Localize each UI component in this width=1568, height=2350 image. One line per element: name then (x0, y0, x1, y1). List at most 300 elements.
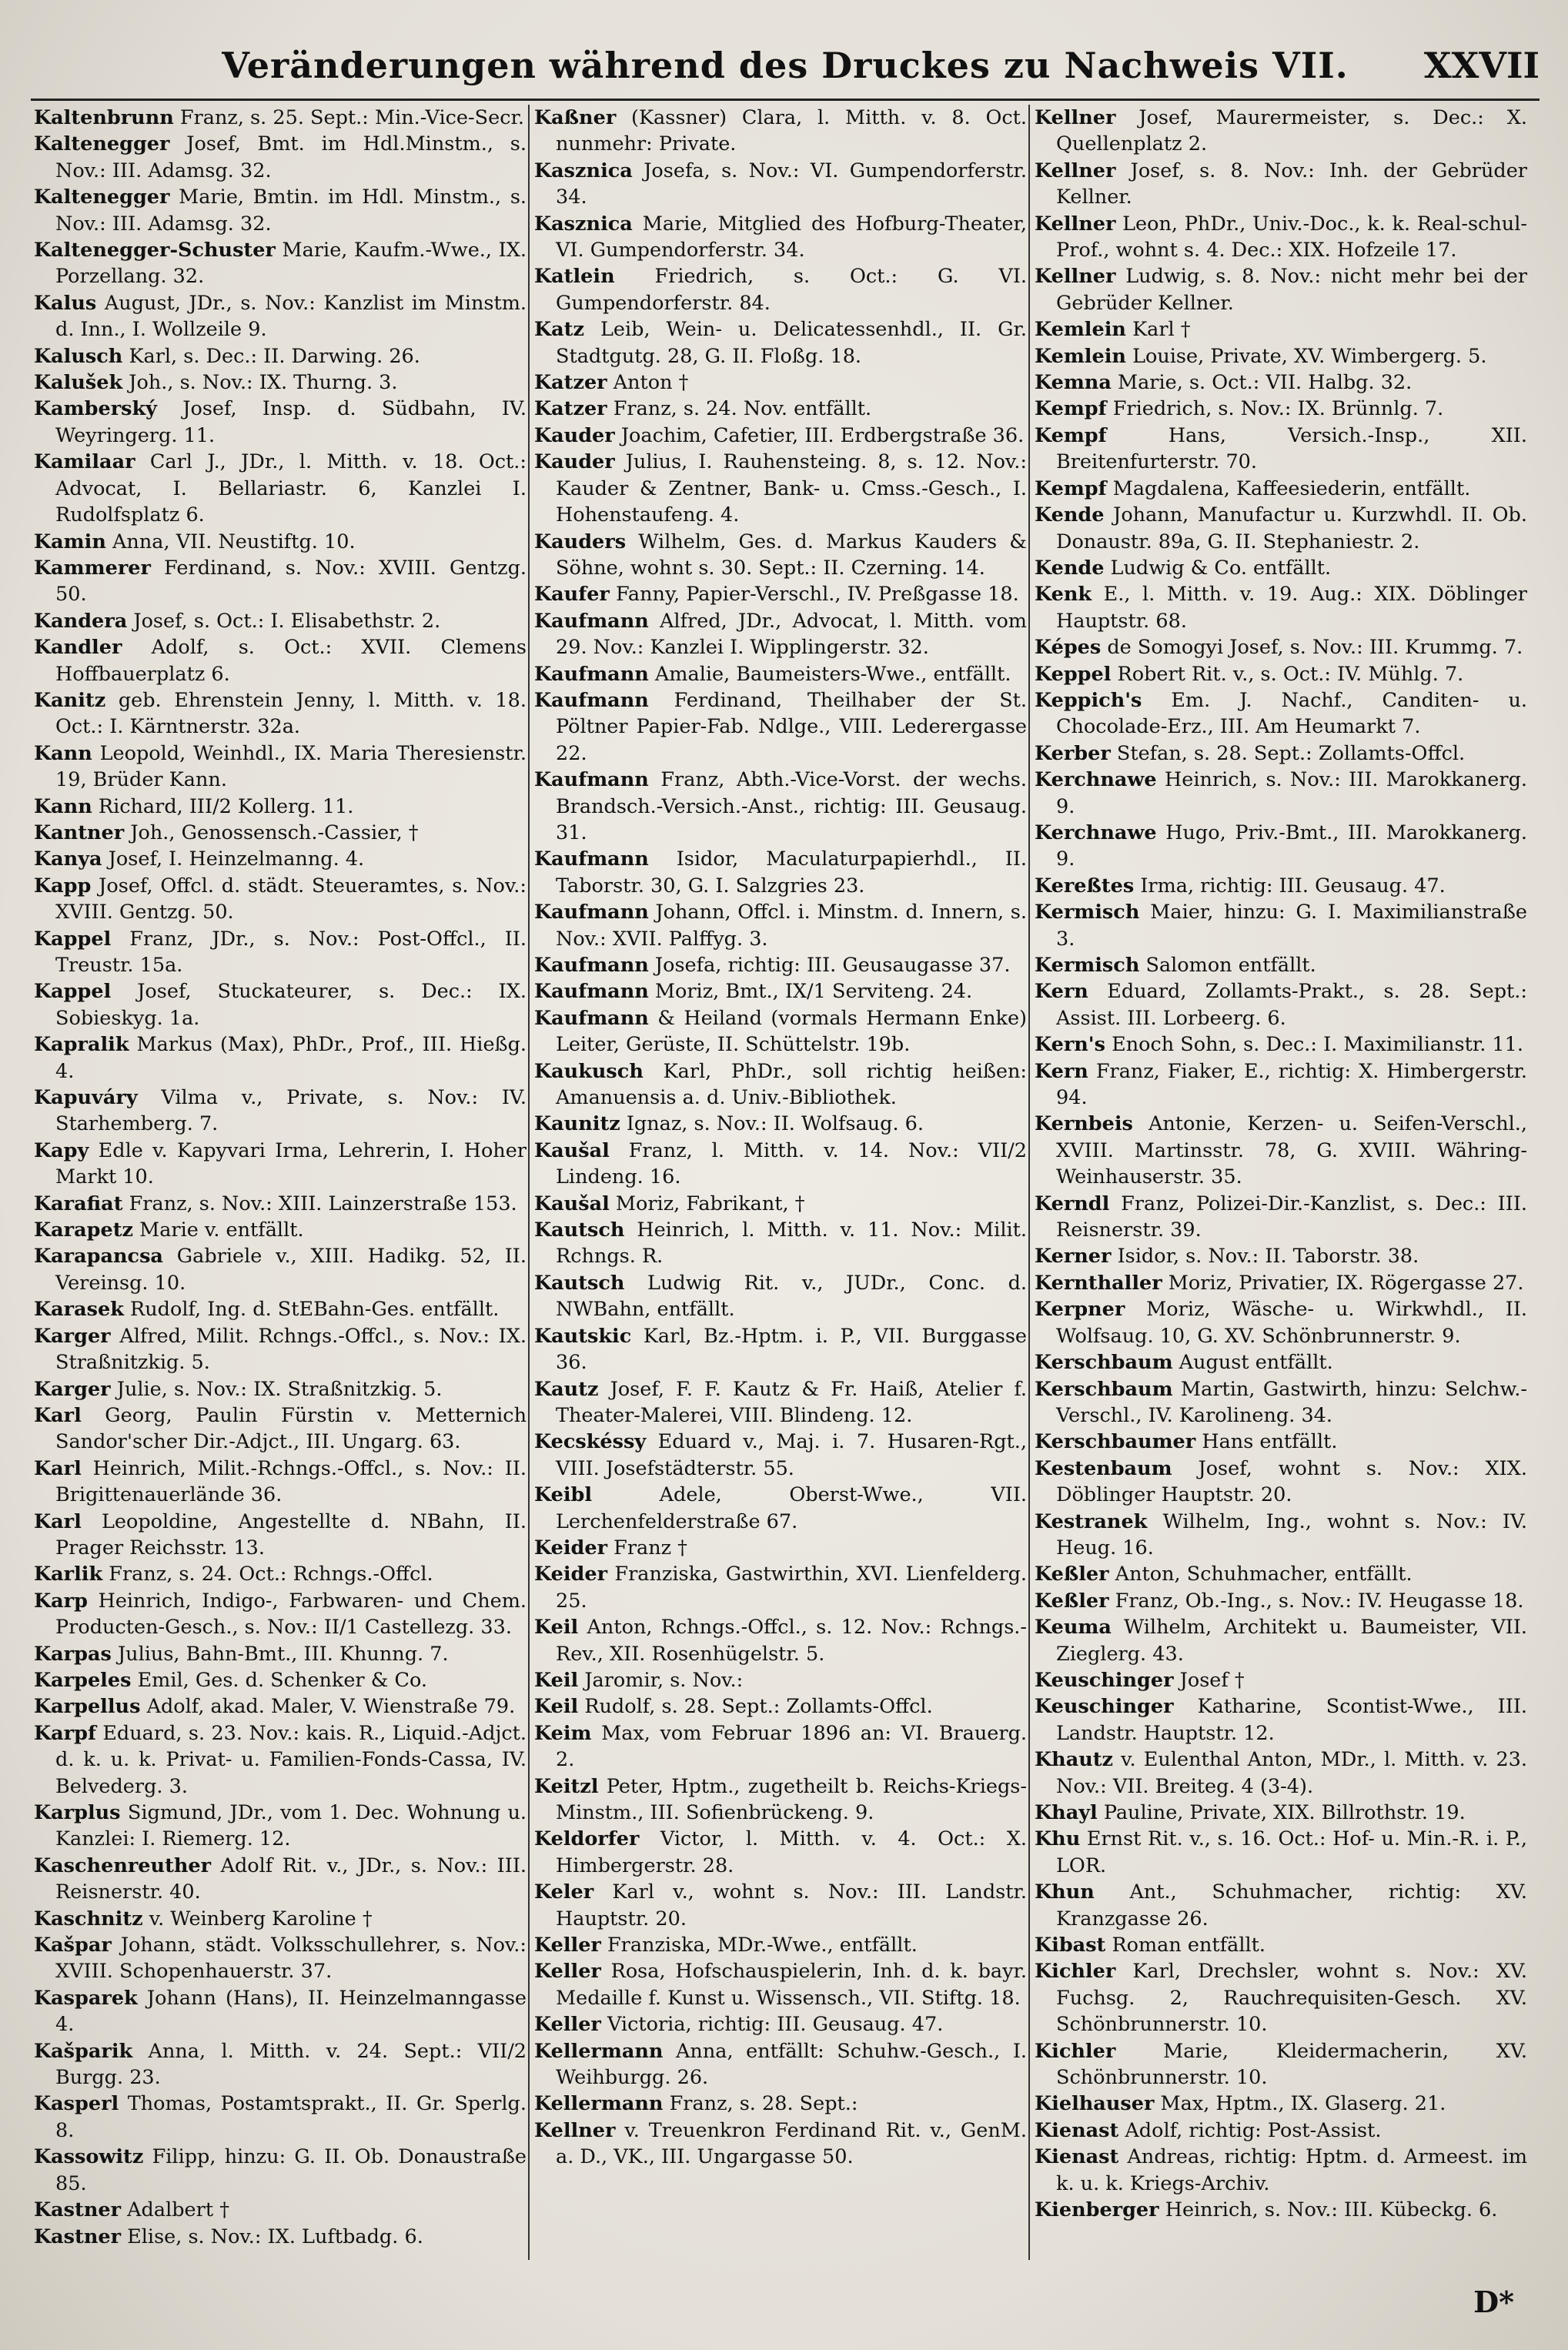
directory-entry (1035, 2118, 1527, 2144)
entry-name: Katz (534, 318, 584, 342)
entry-text: Max, Hptm., IX. Glaserg. 21. (1160, 2092, 1446, 2116)
entry-text: Salomon entfällt. (1145, 954, 1316, 977)
column-3 (1035, 105, 1527, 2260)
directory-entry (534, 1482, 1027, 1535)
entry-name: Kempf (1035, 397, 1107, 421)
entry-name: Kaschnitz (34, 1907, 143, 1930)
entry-text: Josef, F. F. Kautz & Fr. Haiß, Atelier f. Theater-Malerei, VIII. Blindeng. 12. (556, 1377, 1027, 1427)
entry-text: Franz, Fiaker, E., richtig: X. Himbergerstr. 94. (1056, 1059, 1527, 1110)
entry-name: Karpeles (34, 1668, 132, 1692)
entry-name: Keßler (1035, 1589, 1109, 1613)
directory-entry (34, 926, 527, 979)
directory-entry (1035, 1349, 1527, 1376)
directory-entry (534, 263, 1027, 316)
entry-name: Kerndl (1035, 1192, 1110, 1215)
directory-entry (1035, 687, 1527, 740)
entry-text: Richard, III/2 Kollerg. 11. (98, 794, 354, 818)
directory-entry (1035, 476, 1527, 502)
entry-name: Kellner (1035, 159, 1116, 182)
entry-name: Kaufmann (534, 662, 649, 686)
entry-name: Karl (34, 1456, 82, 1480)
entry-name: Kaunitz (534, 1112, 620, 1136)
directory-entry (1035, 1614, 1527, 1667)
entry-name: Kestranek (1035, 1509, 1148, 1533)
directory-entry (1035, 555, 1527, 581)
entry-name: Keil (534, 1616, 579, 1640)
entry-text: Louise, Private, XV. Wimbergerg. 5. (1132, 344, 1487, 368)
entry-text: Markus (Max), PhDr., Prof., III. Hießg. 4. (55, 1033, 527, 1083)
entry-text: Adele, Oberst-Wwe., VII. Lerchenfelderstraße 67. (556, 1483, 1027, 1533)
directory-entry (534, 581, 1027, 607)
entry-name: Kellermann (534, 2039, 664, 2063)
entry-name: Keller (534, 1960, 601, 1984)
entry-text: Jaromir, s. Nov.: (584, 1668, 744, 1692)
entry-name: Kaltenegger (34, 186, 170, 209)
directory-entry (534, 1323, 1027, 1376)
entry-text: Joh., s. Nov.: IX. Thurng. 3. (129, 371, 398, 395)
entry-text: Enoch Sohn, s. Dec.: I. Maximilianstr. 11. (1112, 1033, 1523, 1057)
entry-text: Pauline, Private, XIX. Billrothstr. 19. (1103, 1801, 1466, 1824)
entry-text: Franz, s. 24. Oct.: Rchngs.-Offcl. (109, 1563, 433, 1586)
directory-entry (34, 1932, 527, 1985)
entry-name: Kempf (1035, 476, 1107, 500)
entry-text: v. Weinberg Karoline † (149, 1907, 373, 1930)
directory-entry (1035, 1509, 1527, 1562)
entry-name: Kasznica (534, 159, 633, 182)
entry-name: Katzer (534, 371, 607, 395)
entry-name: Kienast (1035, 2118, 1119, 2142)
directory-entry (534, 2011, 1027, 2037)
entry-name: Kassowitz (34, 2145, 144, 2169)
directory-entry (1035, 263, 1527, 316)
entry-text: Josefa, richtig: III. Geusaugasse 37. (654, 954, 1011, 977)
entry-name: Kellner (1035, 106, 1116, 129)
entry-text: Rudolf, Ing. d. StEBahn-Ges. entfällt. (130, 1298, 500, 1322)
directory-entry (34, 978, 527, 1031)
directory-entry (534, 158, 1027, 211)
entry-text: Heinrich, s. Nov.: III. Kübeckg. 6. (1165, 2198, 1498, 2222)
entry-name: Kemna (1035, 371, 1112, 395)
entry-name: Kandera (34, 609, 128, 633)
entry-text: Leopoldine, Angestellte d. NBahn, II. Prager Reichsstr. 13. (55, 1509, 527, 1559)
entry-text: Hugo, Priv.-Bmt., III. Marokkanerg. 9. (1056, 821, 1527, 871)
entry-text: Wilhelm, Ges. d. Markus Kauders & Söhne, wohnt s. 30. Sept.: II. Czerning. 14. (556, 530, 1027, 580)
entry-text: Adolf Rit. v., JDr., s. Nov.: III. Reisnerstr. 40. (55, 1854, 527, 1904)
entry-text: de Somogyi Josef, s. Nov.: III. Krummg. 7. (1107, 636, 1523, 660)
directory-entry (1035, 2144, 1527, 2197)
entry-text: Vilma v., Private, s. Nov.: IV. Starhemberg. 7. (55, 1086, 527, 1136)
directory-entry (534, 1376, 1027, 1429)
entry-text: Thomas, Postamtsprakt., II. Gr. Sperlg. 8. (55, 2092, 527, 2142)
entry-name: Kern (1035, 1059, 1088, 1083)
entry-name: Kauders (534, 530, 627, 553)
directory-entry (1035, 767, 1527, 820)
entry-text: Josef, s. Oct.: I. Elisabethstr. 2. (133, 609, 441, 633)
directory-entry (1035, 158, 1527, 211)
entry-name: Kaschenreuther (34, 1854, 212, 1877)
entry-text: Victor, l. Mitth. v. 4. Oct.: X. Himbergerstr. 28. (556, 1827, 1027, 1877)
directory-entry (1035, 1270, 1527, 1296)
entry-text: Anna, l. Mitth. v. 24. Sept.: VII/2 Burgg. 23. (55, 2039, 527, 2090)
entry-name: Kalus (34, 291, 97, 315)
directory-entry (34, 1243, 527, 1296)
entry-text: Marie, Mitglied des Hofburg-Theater, VI. Gumpendorferstr. 34. (556, 212, 1027, 262)
entry-text: Alfred, JDr., Advocat, l. Mitth. vom 29. Nov.: Kanzlei I. Wipplingerstr. 32. (556, 609, 1027, 660)
directory-entry (1035, 1243, 1527, 1269)
entry-text: Johann, Manufactur u. Kurzwhdl. II. Ob. Donaustr. 89a, G. II. Stephaniestr. 2. (1056, 503, 1527, 553)
entry-name: Kerchnawe (1035, 821, 1157, 844)
entry-name: Kaltenbrunn (34, 106, 174, 129)
directory-entry (1035, 1561, 1527, 1587)
entry-name: Kappel (34, 927, 112, 951)
entry-name: Khun (1035, 1880, 1095, 1904)
entry-text: Moriz, Fabrikant, † (615, 1192, 805, 1215)
entry-name: Kapy (34, 1138, 89, 1162)
entry-name: Kaušal (534, 1192, 610, 1215)
entry-text: Johann (Hans), II. Heinzelmanngasse 4. (55, 1986, 527, 2037)
entry-text: Eduard, Zollamts-Prakt., s. 28. Sept.: Assist. III. Lorbeerg. 6. (1056, 980, 1527, 1030)
column-divider (1028, 105, 1030, 2260)
entry-text: Josef, Bmt. im Hdl.Minstm., s. Nov.: III. Adamsg. 32. (55, 132, 527, 182)
directory-entry (34, 873, 527, 926)
entry-text: Peter, Hptm., zugetheilt b. Reichs-Kriegs-Minstm., III. Sofienbrückeng. 9. (556, 1774, 1027, 1824)
entry-name: Kernbeis (1035, 1112, 1133, 1136)
entry-name: Kerner (1035, 1245, 1112, 1269)
entry-name: Kasperl (34, 2092, 119, 2116)
directory-entry (534, 1561, 1027, 1614)
entry-name: Kellner (1035, 265, 1116, 289)
directory-entry (34, 1561, 527, 1587)
directory-entry (34, 2224, 527, 2250)
directory-entry (534, 1667, 1027, 1693)
entry-name: Kaltenegger-Schuster (34, 239, 276, 262)
entry-name: Kapp (34, 874, 92, 898)
entry-name: Kaufmann (534, 1006, 649, 1030)
directory-entry (1035, 661, 1527, 687)
directory-entry (534, 396, 1027, 422)
entry-text: Isidor, s. Nov.: II. Taborstr. 38. (1117, 1245, 1419, 1269)
entry-text: Ernst Rit. v., s. 16. Oct.: Hof- u. Min.-R. i. P., LOR. (1056, 1827, 1527, 1877)
entry-name: Keider (534, 1536, 608, 1559)
entry-text: August, JDr., s. Nov.: Kanzlist im Minstm. d. Inn., I. Wollzeile 9. (55, 291, 527, 342)
directory-entry (1035, 211, 1527, 264)
entry-text: Josef, Insp. d. Südbahn, IV. Weyringerg. 11. (55, 397, 527, 447)
directory-entry (34, 846, 527, 872)
entry-text: Franz, s. 24. Nov. entfällt. (613, 397, 872, 421)
entry-text: Adolf, s. Oct.: XVII. Clemens Hoffbauerplatz 6. (55, 636, 527, 686)
entry-name: Kantner (34, 821, 125, 844)
directory-entry (34, 237, 527, 290)
entry-name: Kašpar (34, 1934, 112, 1957)
directory-entry (34, 2038, 527, 2091)
entry-name: Kermisch (1035, 901, 1140, 924)
entry-name: Kaukusch (534, 1059, 644, 1083)
directory-entry (34, 555, 527, 608)
entry-name: Kaušal (534, 1138, 610, 1162)
directory-entry (534, 316, 1027, 369)
entry-name: Karapetz (34, 1218, 133, 1242)
entry-name: Karlik (34, 1563, 103, 1586)
entry-text: Stefan, s. 28. Sept.: Zollamts-Offcl. (1116, 741, 1466, 765)
entry-text: Julie, s. Nov.: IX. Straßnitzkig. 5. (116, 1377, 443, 1401)
entry-name: Kauder (534, 450, 615, 474)
directory-entry (1035, 1191, 1527, 1244)
directory-entry (34, 687, 527, 740)
entry-text: Josef, I. Heinzelmanng. 4. (108, 847, 365, 871)
entry-name: Karpas (34, 1642, 112, 1666)
entry-text: Moriz, Bmt., IX/1 Serviteng. 24. (654, 980, 973, 1004)
entry-text: Magdalena, Kaffeesiederin, entfällt. (1112, 476, 1471, 500)
entry-text: Eduard, s. 23. Nov.: kais. R., Liquid.-Adjct. d. k. u. k. Privat- u. Familien-Fonds-Cassa, IV. Belvederg. 3. (55, 1721, 527, 1798)
directory-entry (534, 899, 1027, 952)
entry-name: Kern (1035, 980, 1088, 1004)
directory-entry (34, 1402, 527, 1456)
directory-entry (1035, 502, 1527, 555)
directory-entry (1035, 1667, 1527, 1693)
entry-text: Franz, s. 25. Sept.: Min.-Vice-Secr. (179, 106, 524, 129)
entry-name: Kerschbaum (1035, 1377, 1173, 1401)
directory-entry (534, 661, 1027, 687)
entry-text: Ludwig & Co. entfällt. (1110, 556, 1332, 580)
entry-name: Kastner (34, 2198, 122, 2222)
entry-text: Marie, Kleidermacherin, XV. Schönbrunnerstr. 10. (1056, 2039, 1527, 2090)
entry-name: Karafiat (34, 1192, 123, 1215)
directory-entry (1035, 952, 1527, 978)
entry-name: Keßler (1035, 1563, 1109, 1586)
entry-text: Franz, s. 28. Sept.: (669, 2092, 858, 2116)
entry-name: Karger (34, 1324, 111, 1348)
entry-text: Edle v. Kapyvari Irma, Lehrerin, I. Hoher Markt 10. (55, 1138, 527, 1189)
directory-entry (34, 820, 527, 846)
directory-entry (34, 184, 527, 237)
directory-entry (34, 2091, 527, 2144)
entry-text: Amalie, Baumeisters-Wwe., entfällt. (654, 662, 1011, 686)
entry-text: Adolf, richtig: Post-Assist. (1125, 2118, 1382, 2142)
directory-entry (34, 1985, 527, 2038)
entry-name: Kaufmann (534, 609, 649, 633)
entry-name: Karapancsa (34, 1245, 163, 1269)
entry-name: Kamilaar (34, 450, 135, 474)
directory-entry (34, 369, 527, 396)
entry-text: Julius, I. Rauhensteing. 8, s. 12. Nov.: Kauder & Zentner, Bank- u. Cmss.-Gesch., I. Hohenstaufeng. 4. (556, 450, 1027, 527)
entry-name: Keim (534, 1721, 592, 1745)
directory-entry (34, 794, 527, 820)
entry-name: Kautskic (534, 1324, 632, 1348)
entry-text: Franz, Ob.-Ing., s. Nov.: IV. Heugasse 18. (1115, 1589, 1524, 1613)
entry-text: Franz, JDr., s. Nov.: Post-Offcl., II. Treustr. 15a. (55, 927, 527, 977)
entry-name: Kienberger (1035, 2198, 1159, 2222)
column-1 (34, 105, 527, 2260)
entry-name: Kann (34, 794, 92, 818)
entry-name: Kapralik (34, 1033, 129, 1057)
entry-text: Hans entfällt. (1202, 1430, 1338, 1454)
directory-entry (34, 2197, 527, 2223)
entry-name: Katzer (534, 397, 607, 421)
entry-name: Keuschinger (1035, 1695, 1174, 1719)
entry-name: Kaufmann (534, 768, 649, 792)
entry-text: Elise, s. Nov.: IX. Luftbadg. 6. (127, 2225, 423, 2248)
directory-entry (534, 1773, 1027, 1827)
entry-name: Kende (1035, 503, 1105, 527)
entry-name: Kienast (1035, 2145, 1119, 2169)
entry-name: Kichler (1035, 1960, 1116, 1984)
page-number: XXVII (1423, 45, 1540, 86)
entry-text: Carl J., JDr., l. Mitth. v. 18. Oct.: Advocat, I. Bellariastr. 6, Kanzlei I. Rudolfsplatz 6. (55, 450, 527, 527)
directory-entry (34, 396, 527, 449)
entry-text: Franz † (613, 1536, 687, 1559)
entry-name: Keider (534, 1563, 608, 1586)
entry-text: Marie, Bmtin. im Hdl. Minstm., s. Nov.: III. Adamsg. 32. (55, 186, 527, 236)
entry-text: Heinrich, Milit.-Rchngs.-Offcl., s. Nov.: II. Brigittenauerlände 36. (55, 1456, 527, 1507)
entry-text: Karl, Drechsler, wohnt s. Nov.: XV. Fuchsg. 2, Rauchrequisiten-Gesch. XV. Schönbrunnerstr. 10. (1056, 1960, 1527, 2037)
directory-entry (534, 978, 1027, 1005)
entry-name: Kann (34, 741, 92, 765)
directory-entry (34, 740, 527, 794)
entry-text: Sigmund, JDr., vom 1. Dec. Wohnung u. Kanzlei: I. Riemerg. 12. (55, 1801, 527, 1851)
entry-text: Wilhelm, Architekt u. Baumeister, VII. Zieglerg. 43. (1056, 1616, 1527, 1666)
directory-entry (34, 105, 527, 131)
page-header (31, 45, 1540, 94)
directory-entry (34, 1456, 527, 1509)
directory-entry (534, 1720, 1027, 1773)
directory-entry (1035, 423, 1527, 476)
entry-name: Karp (34, 1589, 88, 1613)
entry-text: Josef, Stuckateurer, s. Dec.: IX. Sobieskyg. 1a. (55, 980, 527, 1030)
entry-text: Anna, VII. Neustiftg. 10. (112, 530, 356, 553)
header-rule (31, 99, 1540, 101)
directory-entry (34, 1693, 527, 1720)
directory-entry (1035, 1932, 1527, 1958)
entry-text: Anton † (613, 371, 689, 395)
entry-name: Kastner (34, 2225, 122, 2248)
directory-entry (34, 1588, 527, 1641)
entry-text: Karl, Bz.-Hptm. i. P., VII. Burggasse 36. (556, 1324, 1027, 1375)
signature-mark: D* (1473, 2285, 1514, 2319)
entry-text: Marie, s. Oct.: VII. Halbg. 32. (1117, 371, 1413, 395)
directory-entry (534, 687, 1027, 767)
entry-text: Maier, hinzu: G. I. Maximilianstraße 3. (1056, 901, 1527, 951)
directory-entry (34, 1031, 527, 1085)
entry-name: Keil (534, 1695, 579, 1719)
entry-text: Franziska, MDr.-Wwe., entfällt. (607, 1934, 918, 1957)
entry-text: Hans, Versich.-Insp., XII. Breitenfurterstr. 70. (1056, 423, 1527, 474)
entry-text: Karl, s. Dec.: II. Darwing. 26. (129, 344, 420, 368)
directory-entry (534, 211, 1027, 264)
entry-name: Katlein (534, 265, 615, 289)
entry-text: Antonie, Kerzen- u. Seifen-Verschl., XVIII. Martinsstr. 78, G. XVIII. Währing-Weinhauserstr. 35. (1056, 1112, 1527, 1189)
entry-text: Adolf, akad. Maler, V. Wienstraße 79. (146, 1695, 516, 1719)
entry-name: Kapuváry (34, 1086, 138, 1110)
entry-name: Kerschbaum (1035, 1351, 1173, 1375)
directory-entry (34, 1296, 527, 1322)
entry-name: Kanya (34, 847, 102, 871)
directory-entry (534, 952, 1027, 978)
directory-entry (534, 1005, 1027, 1058)
entry-text: Wilhelm, Ing., wohnt s. Nov.: IV. Heug. 16. (1056, 1509, 1527, 1559)
entry-name: Kecskéssy (534, 1430, 647, 1454)
directory-entry (534, 2038, 1027, 2091)
entry-text: Julius, Bahn-Bmt., III. Khunng. 7. (117, 1642, 449, 1666)
entry-name: Kasparek (34, 1986, 138, 2010)
directory-entry (34, 1853, 527, 1906)
entry-name: Kellermann (534, 2092, 664, 2116)
directory-entry (34, 1667, 527, 1693)
entry-text: Robert Rit. v., s. Oct.: IV. Mühlg. 7. (1117, 662, 1464, 686)
directory-entry (34, 1376, 527, 1402)
entry-name: Kalusch (34, 344, 123, 368)
entry-name: Kalušek (34, 371, 123, 395)
entry-text: Max, vom Februar 1896 an: VI. Brauerg. 2. (556, 1721, 1027, 1772)
entry-name: Karl (34, 1509, 82, 1533)
entry-text: geb. Ehrenstein Jenny, l. Mitth. v. 18. Oct.: I. Kärntnerstr. 32a. (55, 688, 527, 739)
entry-text: Rudolf, s. 28. Sept.: Zollamts-Offcl. (584, 1695, 933, 1719)
entry-text: Franz, Abth.-Vice-Vorst. der wechs. Brandsch.-Versich.-Anst., richtig: III. Geusaug. 31. (556, 768, 1027, 844)
entry-text: Emil, Ges. d. Schenker & Co. (137, 1668, 428, 1692)
entry-name: Khayl (1035, 1801, 1098, 1824)
entry-text: Leopold, Weinhdl., IX. Maria Theresienstr. 19, Brüder Kann. (55, 741, 527, 792)
directory-entry (534, 1138, 1027, 1191)
column-divider (528, 105, 530, 2260)
directory-entry (534, 846, 1027, 899)
directory-entry (1035, 740, 1527, 767)
directory-entry (34, 1085, 527, 1138)
entry-text: Johann, Offcl. i. Minstm. d. Innern, s. Nov.: XVII. Palffyg. 3. (556, 901, 1027, 951)
entry-text: Josef, Maurermeister, s. Dec.: X. Quellenplatz 2. (1056, 106, 1527, 156)
entry-text: Ignaz, s. Nov.: II. Wolfsaug. 6. (626, 1112, 924, 1136)
entry-text: Josef, wohnt s. Nov.: XIX. Döblinger Hauptstr. 20. (1056, 1456, 1527, 1507)
entry-name: Kereßtes (1035, 874, 1135, 898)
entry-text: Karl, PhDr., soll richtig heißen: Amanuensis a. d. Univ.-Bibliothek. (556, 1059, 1027, 1110)
directory-entry (534, 1191, 1027, 1217)
entry-text: Moriz, Privatier, IX. Rögergasse 27. (1168, 1271, 1524, 1295)
entry-text: Rosa, Hofschauspielerin, Inh. d. k. bayr. Medaille f. Kunst u. Wissensch., VII. Stiftg. 18. (556, 1960, 1027, 2010)
entry-name: Kielhauser (1035, 2092, 1155, 2116)
directory-entry (34, 1323, 527, 1376)
entry-text: Franz, l. Mitth. v. 14. Nov.: VII/2 Lindeng. 16. (556, 1138, 1027, 1189)
directory-entry (34, 1720, 527, 1800)
entry-text: Josef, Offcl. d. städt. Steueramtes, s. Nov.: XVIII. Gentzg. 50. (55, 874, 527, 924)
entry-text: Marie, Kaufm.-Wwe., IX. Porzellang. 32. (55, 239, 527, 289)
directory-entry (1035, 1111, 1527, 1190)
directory-entry (34, 1800, 527, 1853)
entry-name: Karplus (34, 1801, 121, 1824)
directory-entry (34, 1641, 527, 1667)
entry-name: Kellner (1035, 212, 1116, 236)
directory-entry (1035, 396, 1527, 422)
directory-entry (534, 1826, 1027, 1879)
entry-name: Kasznica (534, 212, 633, 236)
directory-entry (1035, 1456, 1527, 1509)
entry-text: Heinrich, Indigo-, Farbwaren- und Chem. Producten-Gesch., s. Nov.: II/1 Castellezg. 33. (55, 1589, 527, 1640)
directory-entry (34, 343, 527, 369)
entry-text: Ludwig, s. 8. Nov.: nicht mehr bei der Gebrüder Kellner. (1056, 265, 1527, 315)
directory-entry (534, 1429, 1027, 1482)
directory-entry (534, 449, 1027, 528)
entry-text: Filipp, hinzu: G. II. Ob. Donaustraße 85. (55, 2145, 527, 2195)
entry-text: Heinrich, l. Mitth. v. 11. Nov.: Milit. Rchngs. R. (556, 1218, 1027, 1269)
directory-entry (34, 1217, 527, 1243)
entry-text: Josefa, s. Nov.: VI. Gumpendorferstr. 34. (556, 159, 1027, 209)
entry-name: Karl (34, 1403, 82, 1427)
entry-name: Kerschbaumer (1035, 1430, 1196, 1454)
entry-name: Kaufmann (534, 980, 649, 1004)
entry-name: Kern's (1035, 1033, 1105, 1057)
entry-text: Franz, s. Nov.: XIII. Lainzerstraße 153. (129, 1192, 517, 1215)
entry-text: Fanny, Papier-Verschl., IV. Preßgasse 18. (615, 583, 1019, 607)
entry-text: Franz, Polizei-Dir.-Kanzlist, s. Dec.: III. Reisnerstr. 39. (1056, 1192, 1527, 1242)
directory-entry (1035, 1588, 1527, 1614)
directory-entry (1035, 899, 1527, 952)
